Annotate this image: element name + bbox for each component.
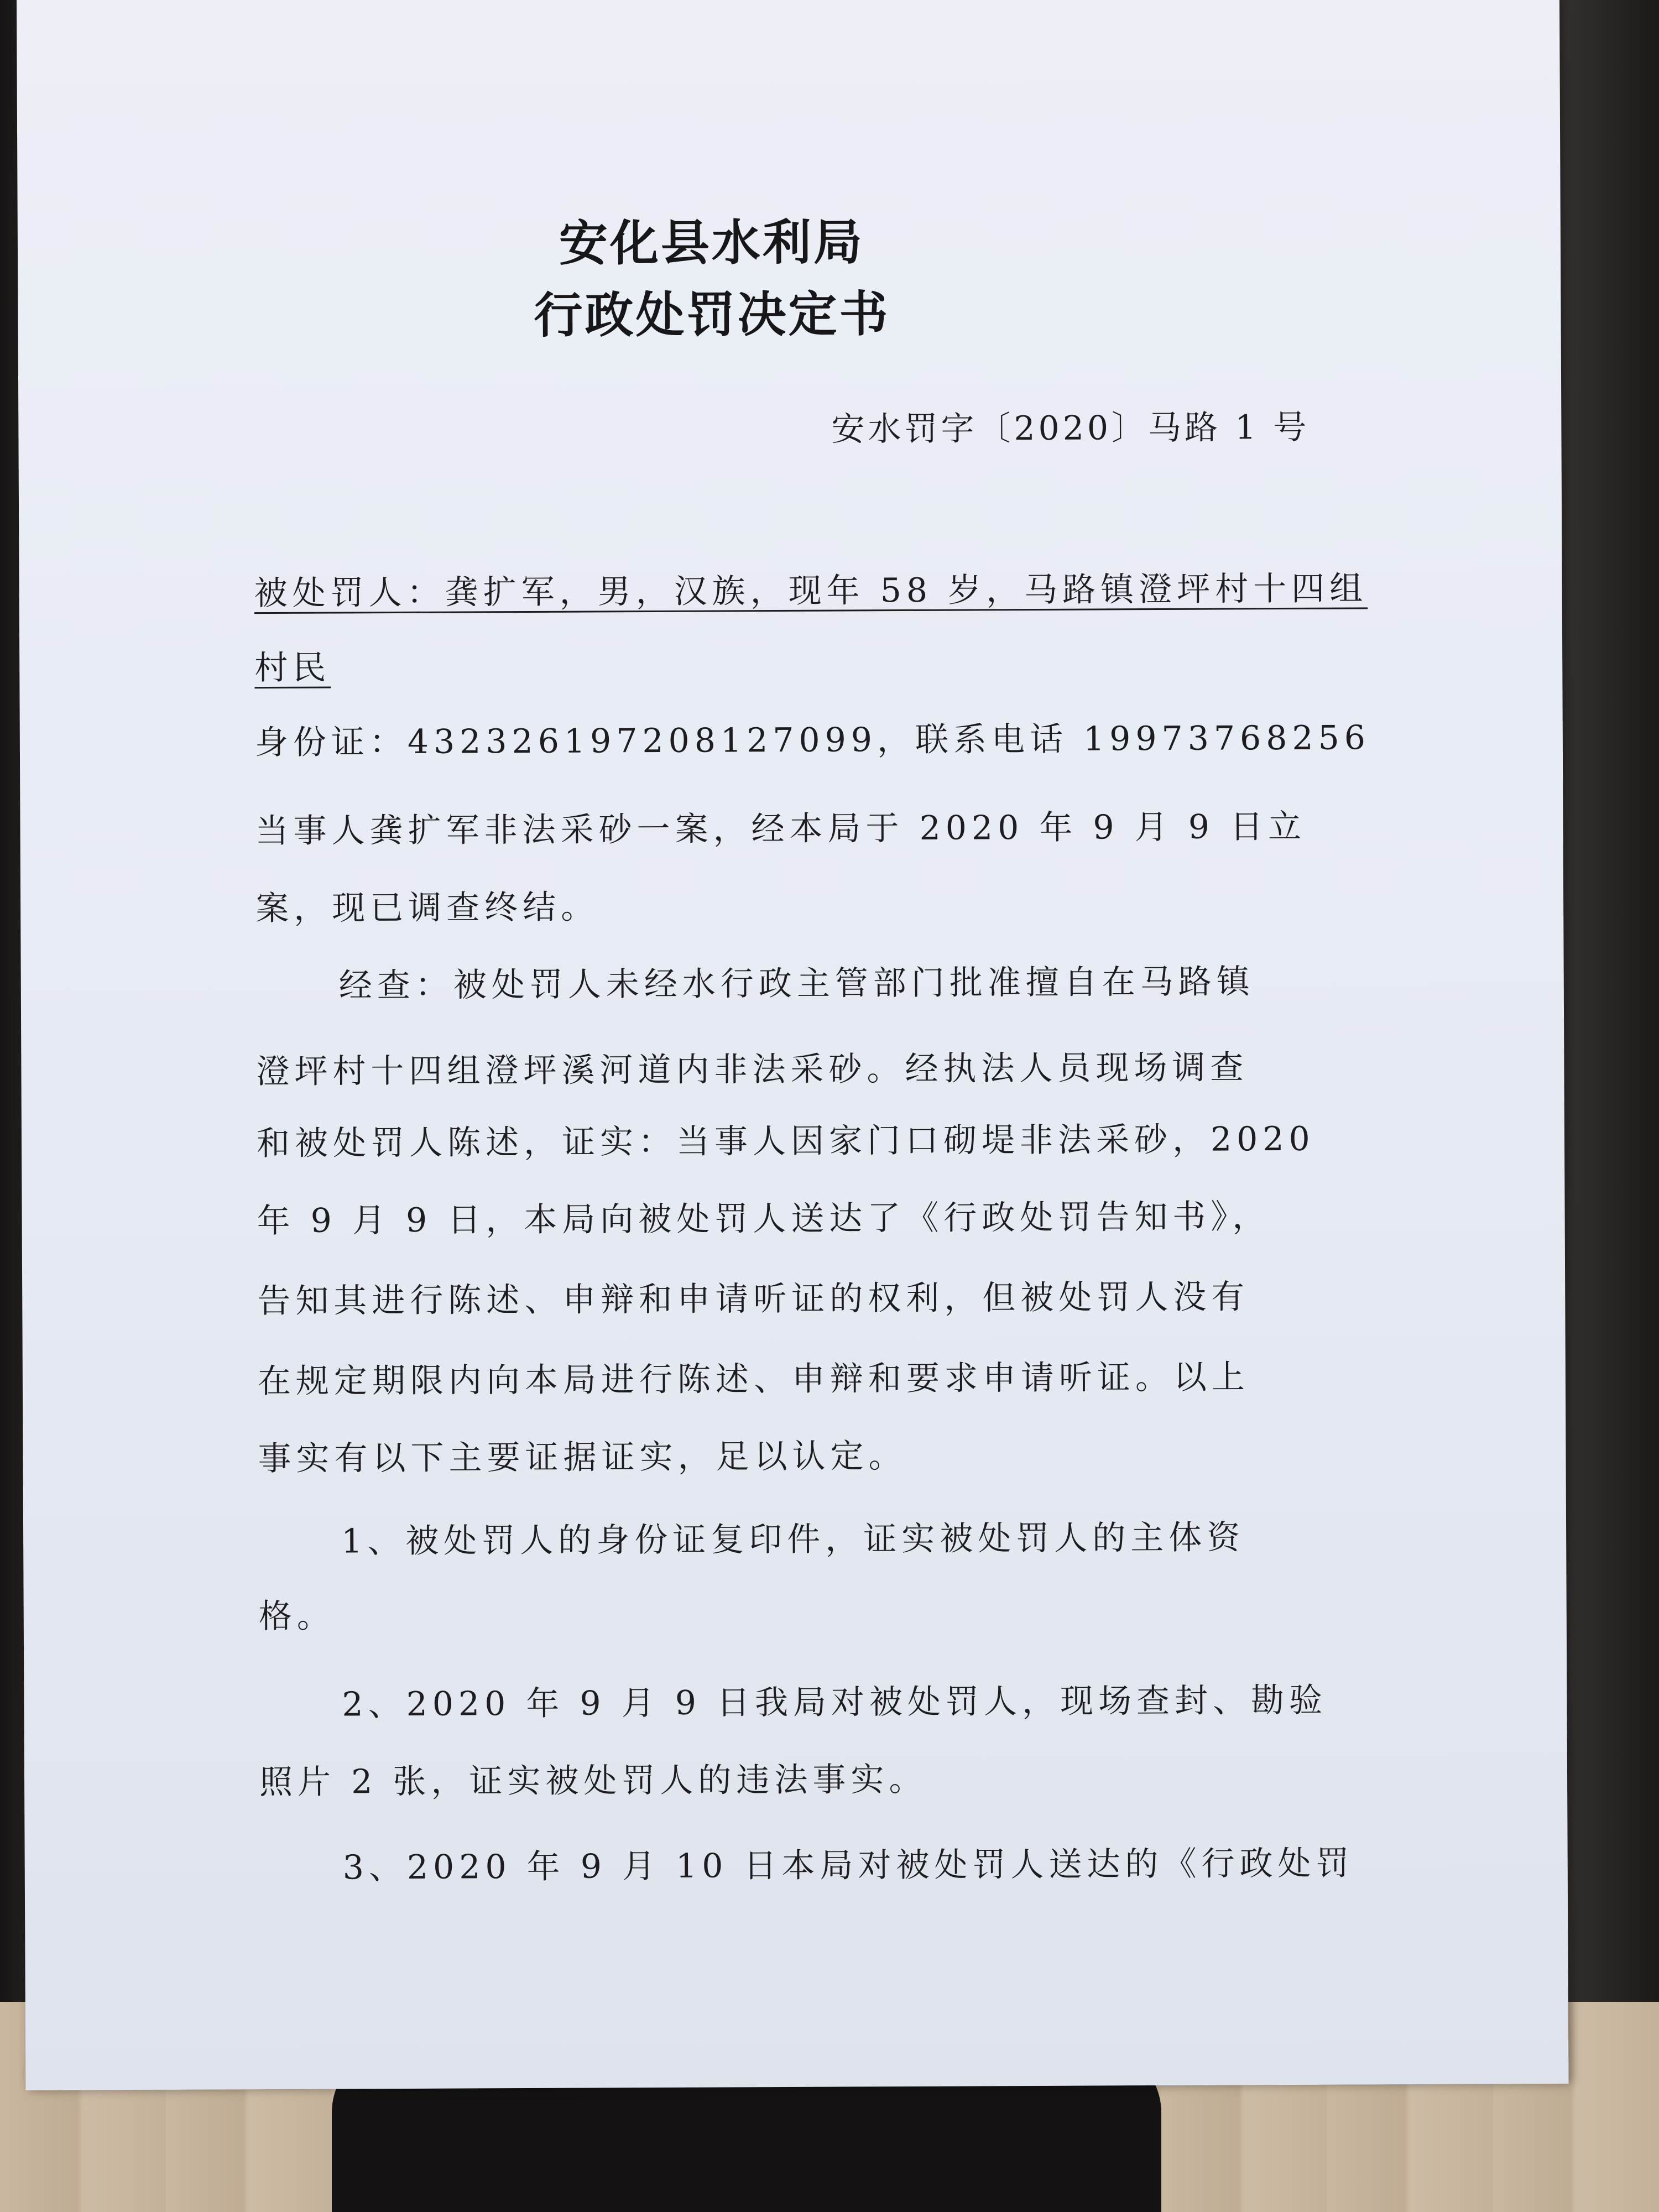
body-text-line: 事实有以下主要证据证实，足以认定。 — [258, 1437, 907, 1479]
body-text-line: 告知其进行陈述、申辩和申请听证的权利，但被处罚人没有 — [257, 1277, 1250, 1321]
body-text-line: 澄坪村十四组澄坪溪河道内非法采砂。经执法人员现场调查 — [256, 1048, 1249, 1092]
evidence-item-line: 3、2020 年 9 月 10 日本局对被处罚人送达的《行政处罚 — [342, 1844, 1354, 1887]
body-text-line: 年 9 月 9 日，本局向被处罚人送达了《行政处罚告知书》， — [257, 1197, 1271, 1241]
id-contact-line: 身份证：432326197208127099，联系电话 19973768256 — [254, 718, 1371, 763]
body-text-line: 和被处罚人陈述，证实：当事人因家门口砌堤非法采砂，2020 — [256, 1119, 1315, 1164]
body-text-line: 当事人龚扩军非法采砂一案，经本局于 2020 年 9 月 9 日立 — [255, 807, 1307, 851]
document-type-title: 行政处罚决定书 — [534, 285, 890, 344]
document-number: 安水罚字〔2020〕马路 1 号 — [831, 408, 1310, 449]
party-info-line: 被处罚人：龚扩军，男，汉族，现年 58 岁，马路镇澄坪村十四组 — [254, 569, 1368, 613]
evidence-item-line: 格。 — [258, 1597, 335, 1636]
document-page — [17, 0, 1568, 2090]
party-info-line: 村民 — [254, 648, 331, 688]
body-text-line: 案，现已调查终结。 — [255, 888, 599, 928]
evidence-item-line: 照片 2 张，证实被处罚人的违法事实。 — [259, 1760, 927, 1802]
document-issuer-title: 安化县水利局 — [559, 213, 865, 272]
body-text-line: 在规定期限内向本局进行陈述、申辩和要求申请听证。以上 — [257, 1358, 1250, 1401]
evidence-item-line: 1、被处罚人的身份证复印件，证实被处罚人的主体资 — [341, 1518, 1245, 1561]
evidence-item-line: 2、2020 年 9 月 9 日我局对被处罚人，现场查封、勘验 — [342, 1681, 1328, 1724]
body-text-line: 经查：被处罚人未经水行政主管部门批准擅自在马路镇 — [338, 962, 1255, 1005]
